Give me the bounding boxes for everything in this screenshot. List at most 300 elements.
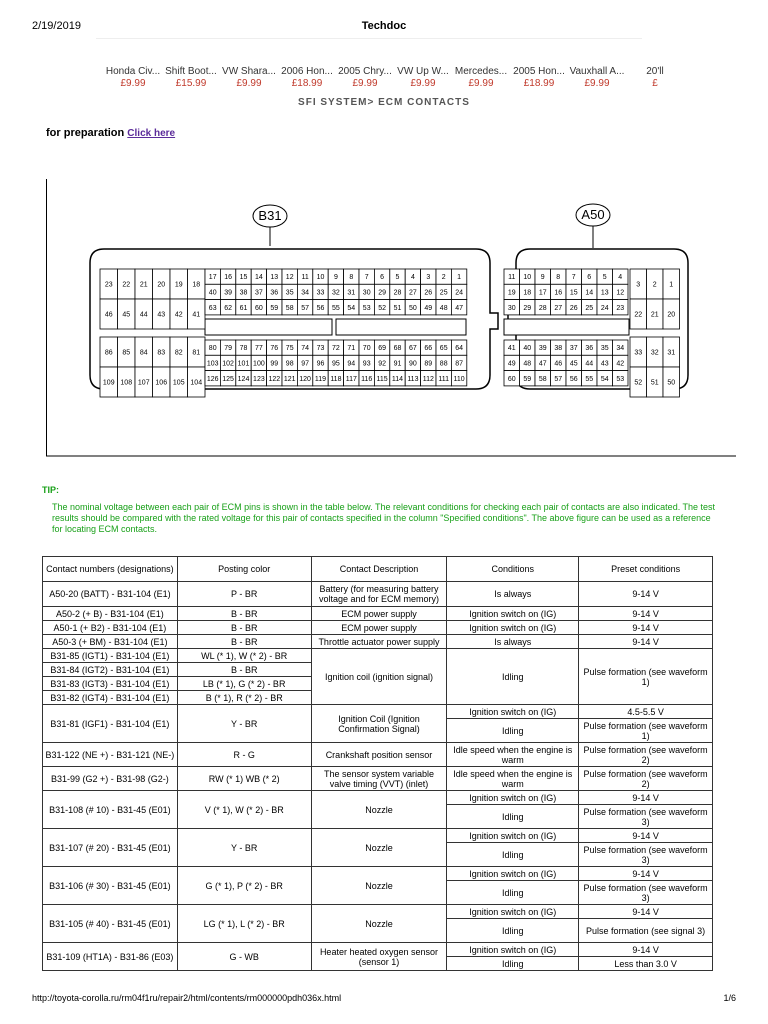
cell-condition: Ignition switch on (IG) <box>447 621 579 635</box>
cell-preset: Pulse formation (see waveform 1) <box>579 649 713 705</box>
ad-title: Mercedes... <box>454 66 508 77</box>
pin-number: 29 <box>523 304 532 312</box>
pin-number: 42 <box>174 311 183 319</box>
cell-preset: 9-14 V <box>579 607 713 621</box>
pin-number: 42 <box>616 360 625 368</box>
pin-number: 107 <box>137 379 150 387</box>
header-conditions: Conditions <box>447 557 579 582</box>
pin-number: 66 <box>424 345 433 353</box>
pin-number: 21 <box>139 281 148 289</box>
pin-number: 94 <box>347 360 356 368</box>
pin-number: 118 <box>330 375 342 383</box>
pin-number: 31 <box>347 289 356 297</box>
cell-color: WL (* 1), W (* 2) - BR <box>177 649 311 663</box>
pin-number: 77 <box>255 345 263 353</box>
pin-number: 57 <box>554 375 563 383</box>
pin-number: 110 <box>453 375 465 383</box>
ad-strip <box>104 66 664 92</box>
pin-number: 36 <box>585 345 594 353</box>
tip-text: The nominal voltage between each pair of ECM pins is shown in the table below. The relevant conditions for checking each pair of contacts are also indicated. The test results should be compared with the rated voltage for this pair of contacts specified in the column "Specified conditions". The above figure can be used as a reference for locating ECM contacts. <box>52 502 716 534</box>
pin-number: 44 <box>139 311 148 319</box>
cell-color: Y - BR <box>177 829 311 867</box>
ad-strip-divider <box>96 38 642 39</box>
ad-item[interactable] <box>394 66 452 90</box>
pin-number: 88 <box>439 360 448 368</box>
ad-price: £18.99 <box>291 78 323 89</box>
pin-number: 82 <box>174 349 183 357</box>
cell-preset: 9-14 V <box>579 621 713 635</box>
pin-number: 97 <box>301 360 309 368</box>
pin-number: 3 <box>426 274 431 282</box>
cell-condition: Ignition switch on (IG) <box>447 607 579 621</box>
pin-number: 90 <box>409 360 417 368</box>
cell-contact: A50-1 (+ B2) - B31-104 (E1) <box>43 621 178 635</box>
ad-item[interactable] <box>104 66 162 90</box>
cell-contact: B31-83 (IGT3) - B31-104 (E1) <box>43 677 178 691</box>
pin-number: 22 <box>634 311 643 319</box>
ad-price: £9.99 <box>236 78 262 89</box>
cell-condition: Ignition switch on (IG) <box>447 705 579 719</box>
cell-condition: Ignition switch on (IG) <box>447 943 579 957</box>
ad-item[interactable] <box>626 66 684 90</box>
ad-item[interactable] <box>162 66 220 90</box>
pin-number: 55 <box>585 375 594 383</box>
pin-number: 41 <box>192 311 201 319</box>
cell-condition: Idle speed when the engine is warm <box>447 743 579 767</box>
page-number: 1/6 <box>723 993 736 1003</box>
pin-number: 58 <box>538 375 547 383</box>
pin-number: 1 <box>669 281 674 289</box>
pin-number: 81 <box>192 349 201 357</box>
ad-item[interactable] <box>220 66 278 90</box>
pin-number: 6 <box>380 274 385 282</box>
pin-number: 23 <box>616 304 625 312</box>
pin-number: 56 <box>569 375 578 383</box>
pin-number: 17 <box>208 274 217 282</box>
pin-number: 26 <box>569 304 578 312</box>
tip-heading: TIP: <box>42 485 59 495</box>
pin-number: 30 <box>507 304 516 312</box>
header-contact-numbers: Contact numbers (designations) <box>43 557 178 582</box>
pin-number: 16 <box>224 274 232 282</box>
cell-condition: Idling <box>447 881 579 905</box>
pin-number: 16 <box>554 289 563 297</box>
pin-number: 126 <box>206 375 219 383</box>
pin-number: 53 <box>362 304 371 312</box>
pin-number: 54 <box>600 375 609 383</box>
pin-number: 25 <box>439 289 448 297</box>
pin-number: 114 <box>391 375 404 383</box>
pin-number: 74 <box>301 345 309 353</box>
ad-price: £9.99 <box>410 78 436 89</box>
pin-number: 9 <box>333 274 338 282</box>
cell-preset: Pulse formation (see signal 3) <box>579 919 713 943</box>
pin-number: 5 <box>395 274 400 282</box>
table-row <box>43 791 713 805</box>
pin-number: 28 <box>393 289 402 297</box>
pin-number: 19 <box>507 289 516 297</box>
ecm-connector-diagram <box>46 175 736 460</box>
pin-number: 50 <box>667 379 676 387</box>
ad-title: 20'll <box>646 66 664 77</box>
pin-number: 37 <box>255 289 263 297</box>
pin-number: 75 <box>285 345 294 353</box>
pin-number: 36 <box>270 289 279 297</box>
b31-key-slot-2 <box>336 319 466 335</box>
pin-number: 108 <box>120 379 133 387</box>
pin-number: 80 <box>208 345 217 353</box>
cell-description: Nozzle <box>311 829 447 867</box>
cell-contact: B31-107 (# 20) - B31-45 (E01) <box>43 829 178 867</box>
pin-number: 24 <box>600 304 609 312</box>
table-row <box>43 943 713 957</box>
pin-number: 68 <box>393 345 402 353</box>
cell-condition: Ignition switch on (IG) <box>447 829 579 843</box>
pin-number: 89 <box>424 360 433 368</box>
pin-number: 27 <box>409 289 417 297</box>
cell-color: B (* 1), R (* 2) - BR <box>177 691 311 705</box>
pin-number: 48 <box>439 304 448 312</box>
pin-number: 33 <box>634 349 643 357</box>
pin-number: 8 <box>349 274 354 282</box>
cell-color: G (* 1), P (* 2) - BR <box>177 867 311 905</box>
pin-number: 20 <box>157 281 166 289</box>
pin-number: 100 <box>253 360 265 368</box>
pin-number: 78 <box>239 345 248 353</box>
pin-number: 112 <box>422 375 434 383</box>
pin-number: 67 <box>409 345 417 353</box>
pin-number: 3 <box>636 281 641 289</box>
pin-number: 35 <box>600 345 609 353</box>
pin-number: 13 <box>600 289 609 297</box>
pin-number: 45 <box>569 360 578 368</box>
table-row <box>43 867 713 881</box>
cell-description: Ignition coil (ignition signal) <box>311 649 447 705</box>
table-row <box>43 607 713 621</box>
ad-title: 2005 Hon... <box>513 66 565 77</box>
pin-number: 11 <box>301 274 309 282</box>
pin-number: 15 <box>239 274 248 282</box>
pin-number: 59 <box>523 375 532 383</box>
pin-number: 72 <box>332 345 340 353</box>
pin-number: 65 <box>439 345 448 353</box>
pin-number: 48 <box>523 360 532 368</box>
cell-preset: Pulse formation (see waveform 3) <box>579 881 713 905</box>
pin-number: 113 <box>407 375 419 383</box>
cell-preset: 9-14 V <box>579 635 713 649</box>
cell-description: Crankshaft position sensor <box>311 743 447 767</box>
pin-number: 58 <box>285 304 294 312</box>
pin-number: 4 <box>618 274 623 282</box>
pin-number: 24 <box>455 289 463 297</box>
table-row <box>43 905 713 919</box>
ad-title: 2005 Chry... <box>338 66 392 77</box>
table-row <box>43 767 713 791</box>
cell-condition: Idling <box>447 805 579 829</box>
pin-number: 7 <box>364 274 369 282</box>
cell-condition: Idling <box>447 719 579 743</box>
pin-number: 116 <box>361 375 373 383</box>
cell-preset: 9-14 V <box>579 905 713 919</box>
table-row <box>43 829 713 843</box>
pin-number: 49 <box>507 360 516 368</box>
pin-number: 9 <box>540 274 545 282</box>
cell-contact: B31-122 (NE +) - B31-121 (NE-) <box>43 743 178 767</box>
pin-number: 34 <box>301 289 309 297</box>
cell-color: RW (* 1) WB (* 2) <box>177 767 311 791</box>
pin-number: 30 <box>362 289 371 297</box>
pin-number: 31 <box>667 349 676 357</box>
pin-number: 62 <box>224 304 232 312</box>
cell-description: Nozzle <box>311 791 447 829</box>
pin-number: 50 <box>409 304 417 312</box>
pin-number: 93 <box>362 360 371 368</box>
cell-color: B - BR <box>177 635 311 649</box>
pin-number: 101 <box>237 360 250 368</box>
pin-number: 29 <box>378 289 386 297</box>
ad-item[interactable] <box>510 66 568 90</box>
pin-number: 7 <box>571 274 576 282</box>
pin-number: 99 <box>270 360 279 368</box>
a50-label: A50 <box>581 207 605 222</box>
pin-number: 121 <box>283 375 296 383</box>
b31-label: B31 <box>258 208 282 223</box>
cell-condition: Ignition switch on (IG) <box>447 905 579 919</box>
cell-description: The sensor system variable valve timing (VVT) (inlet) <box>311 767 447 791</box>
table-row <box>43 649 713 663</box>
cell-condition: Is always <box>447 635 579 649</box>
cell-preset: 9-14 V <box>579 867 713 881</box>
cell-condition: Idling <box>447 843 579 867</box>
ad-title: VW Shara... <box>222 66 276 77</box>
cell-preset: Pulse formation (see waveform 1) <box>579 719 713 743</box>
pin-number: 44 <box>585 360 594 368</box>
pin-number: 35 <box>285 289 294 297</box>
pin-number: 73 <box>316 345 325 353</box>
cell-description: Battery (for measuring battery voltage and for ECM memory) <box>311 582 447 607</box>
pin-number: 33 <box>316 289 325 297</box>
pin-number: 17 <box>538 289 547 297</box>
ad-price: £9.99 <box>120 78 146 89</box>
pin-number: 8 <box>556 274 561 282</box>
pin-number: 23 <box>104 281 113 289</box>
pin-number: 95 <box>332 360 340 368</box>
cell-description: Heater heated oxygen sensor (sensor 1) <box>311 943 447 971</box>
pin-number: 10 <box>523 274 532 282</box>
pin-number: 63 <box>208 304 217 312</box>
table-row <box>43 635 713 649</box>
cell-contact: B31-108 (# 10) - B31-45 (E01) <box>43 791 178 829</box>
pin-number: 54 <box>347 304 356 312</box>
pin-number: 45 <box>122 311 131 319</box>
cell-color: LB (* 1), G (* 2) - BR <box>177 677 311 691</box>
pin-number: 87 <box>455 360 463 368</box>
ad-price: £9.99 <box>584 78 610 89</box>
pin-number: 28 <box>538 304 547 312</box>
pin-number: 21 <box>650 311 659 319</box>
pin-number: 103 <box>206 360 219 368</box>
pin-number: 37 <box>569 345 578 353</box>
ad-item[interactable] <box>452 66 510 90</box>
cell-contact: B31-85 (IGT1) - B31-104 (E1) <box>43 649 178 663</box>
header-contact-description: Contact Description <box>311 557 447 582</box>
cell-preset: 9-14 V <box>579 829 713 843</box>
pin-number: 119 <box>314 375 327 383</box>
pin-number: 109 <box>102 379 115 387</box>
pin-number: 76 <box>270 345 279 353</box>
pin-number: 111 <box>438 375 450 383</box>
pin-number: 122 <box>268 375 281 383</box>
b31-key-slot-1 <box>205 319 332 335</box>
breadcrumb: SFI SYSTEM> ECM CONTACTS <box>298 97 470 108</box>
cell-color: G - WB <box>177 943 311 971</box>
cell-color: B - BR <box>177 621 311 635</box>
pin-number: 86 <box>104 349 113 357</box>
cell-condition: Is always <box>447 582 579 607</box>
cell-preset: 9-14 V <box>579 582 713 607</box>
pin-number: 120 <box>299 375 311 383</box>
cell-condition: Ignition switch on (IG) <box>447 791 579 805</box>
cell-contact: A50-3 (+ BM) - B31-104 (E1) <box>43 635 178 649</box>
cell-description: Throttle actuator power supply <box>311 635 447 649</box>
pin-number: 91 <box>393 360 402 368</box>
ad-price: £15.99 <box>175 78 207 89</box>
cell-condition: Idling <box>447 957 579 971</box>
header-preset-conditions: Preset conditions <box>579 557 713 582</box>
pin-number: 52 <box>378 304 386 312</box>
pin-number: 105 <box>172 379 185 387</box>
pin-number: 83 <box>157 349 166 357</box>
pin-number: 117 <box>345 375 357 383</box>
pin-number: 18 <box>523 289 532 297</box>
cell-preset: 9-14 V <box>579 943 713 957</box>
cell-color: R - G <box>177 743 311 767</box>
cell-condition: Idle speed when the engine is warm <box>447 767 579 791</box>
cell-preset: Pulse formation (see waveform 3) <box>579 805 713 829</box>
preparation-label: for preparation <box>46 127 125 139</box>
ad-price: £18.99 <box>523 78 555 89</box>
pin-number: 49 <box>424 304 433 312</box>
pin-number: 12 <box>285 274 294 282</box>
cell-preset: 9-14 V <box>579 791 713 805</box>
cell-description: ECM power supply <box>311 621 447 635</box>
pin-number: 38 <box>554 345 563 353</box>
cell-contact: B31-82 (IGT4) - B31-104 (E1) <box>43 691 178 705</box>
pin-number: 98 <box>285 360 294 368</box>
pin-number: 10 <box>316 274 325 282</box>
preparation-line <box>46 127 175 139</box>
pin-number: 12 <box>616 289 625 297</box>
pin-number: 26 <box>424 289 433 297</box>
pin-number: 2 <box>652 281 657 289</box>
ad-item[interactable] <box>278 66 336 90</box>
cell-preset: Pulse formation (see waveform 2) <box>579 743 713 767</box>
pin-number: 104 <box>190 379 203 387</box>
pin-number: 57 <box>301 304 309 312</box>
cell-preset: Pulse formation (see waveform 2) <box>579 767 713 791</box>
ad-title: Vauxhall A... <box>569 66 625 77</box>
cell-contact: A50-2 (+ B) - B31-104 (E1) <box>43 607 178 621</box>
pin-number: 39 <box>538 345 547 353</box>
cell-color: B - BR <box>177 607 311 621</box>
pin-number: 14 <box>585 289 594 297</box>
cell-preset: Pulse formation (see waveform 3) <box>579 843 713 867</box>
header-posting-color: Posting color <box>177 557 311 582</box>
table-header-row <box>43 557 713 582</box>
pin-number: 38 <box>239 289 248 297</box>
pin-number: 92 <box>378 360 386 368</box>
cell-contact: B31-84 (IGT2) - B31-104 (E1) <box>43 663 178 677</box>
cell-contact: B31-106 (# 30) - B31-45 (E01) <box>43 867 178 905</box>
cell-condition: Idling <box>447 919 579 943</box>
pin-number: 46 <box>554 360 563 368</box>
pin-number: 47 <box>455 304 463 312</box>
pin-number: 115 <box>376 375 388 383</box>
pin-number: 20 <box>667 311 676 319</box>
pin-number: 41 <box>507 345 516 353</box>
pin-number: 59 <box>270 304 279 312</box>
a50-key-slot <box>504 319 629 335</box>
cell-condition: Idling <box>447 649 579 705</box>
ad-title: Honda Civ... <box>105 66 161 77</box>
cell-preset: 4.5-5.5 V <box>579 705 713 719</box>
ad-item[interactable] <box>568 66 626 90</box>
pin-number: 46 <box>104 311 113 319</box>
pin-number: 6 <box>587 274 592 282</box>
pin-number: 11 <box>508 274 516 282</box>
ad-title: VW Up W... <box>397 66 449 77</box>
pin-number: 123 <box>253 375 265 383</box>
footer-url: http://toyota-corolla.ru/rm04f1ru/repair2/html/contents/rm000000pdh036x.html <box>32 993 342 1003</box>
ad-price: £9.99 <box>352 78 378 89</box>
ad-title: Shift Boot... <box>165 66 217 77</box>
cell-description: Nozzle <box>311 905 447 943</box>
pin-number: 1 <box>457 274 462 282</box>
cell-description: Nozzle <box>311 867 447 905</box>
ad-item[interactable] <box>336 66 394 90</box>
cell-contact: B31-109 (HT1A) - B31-86 (E03) <box>43 943 178 971</box>
pin-number: 125 <box>222 375 234 383</box>
cell-contact: B31-105 (# 40) - B31-45 (E01) <box>43 905 178 943</box>
cell-preset: Less than 3.0 V <box>579 957 713 971</box>
pin-number: 25 <box>585 304 594 312</box>
pin-number: 34 <box>616 345 625 353</box>
pin-number: 61 <box>239 304 248 312</box>
pin-number: 70 <box>362 345 371 353</box>
cell-color: V (* 1), W (* 2) - BR <box>177 791 311 829</box>
pin-number: 124 <box>237 375 250 383</box>
click-here-link[interactable]: Click here <box>127 128 176 139</box>
pin-number: 60 <box>255 304 263 312</box>
pin-number: 39 <box>224 289 232 297</box>
pin-number: 43 <box>157 311 166 319</box>
pin-number: 53 <box>616 375 625 383</box>
pin-number: 102 <box>222 360 234 368</box>
cell-color: Y - BR <box>177 705 311 743</box>
pin-number: 56 <box>316 304 325 312</box>
pin-number: 69 <box>378 345 386 353</box>
pin-number: 14 <box>255 274 263 282</box>
pin-number: 15 <box>569 289 578 297</box>
pin-number: 79 <box>224 345 232 353</box>
ecm-contacts-table <box>42 556 713 971</box>
cell-condition: Ignition switch on (IG) <box>447 867 579 881</box>
table-row <box>43 705 713 719</box>
print-date: 2/19/2019 <box>32 20 81 32</box>
cell-contact: B31-99 (G2 +) - B31-98 (G2-) <box>43 767 178 791</box>
table-row <box>43 743 713 767</box>
cell-color: LG (* 1), L (* 2) - BR <box>177 905 311 943</box>
